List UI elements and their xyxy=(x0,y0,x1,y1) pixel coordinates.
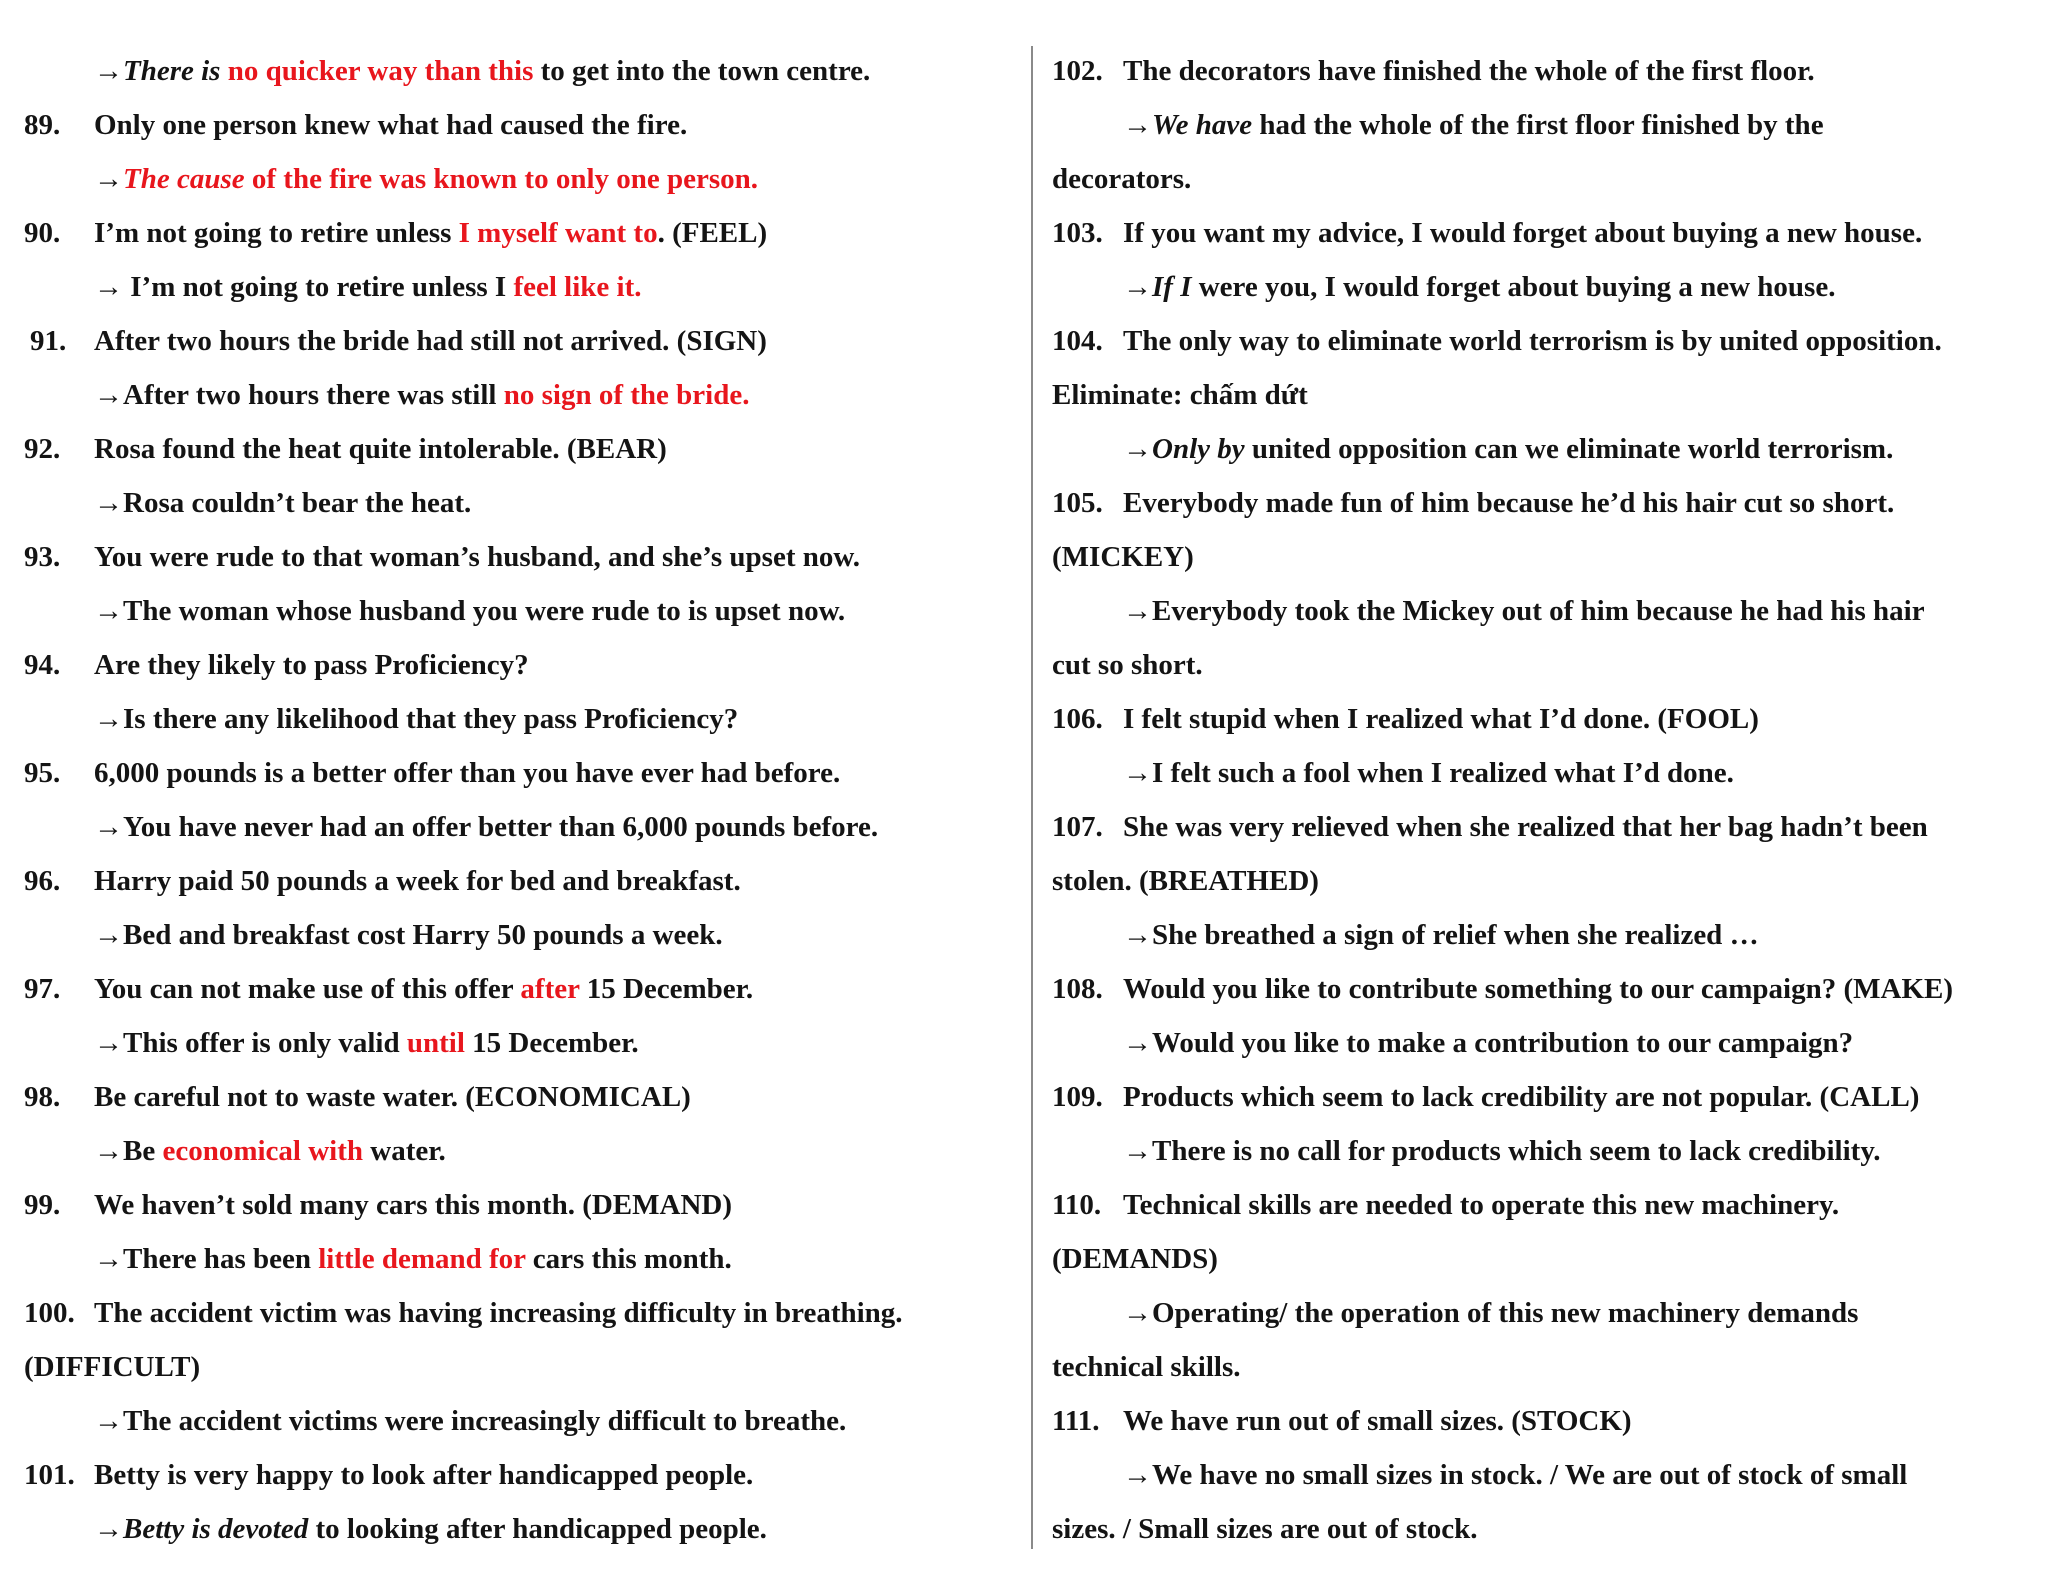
item-number: 90. xyxy=(24,217,61,249)
left-column xyxy=(24,44,1022,1556)
item-number: 101. xyxy=(24,1459,75,1491)
answer-105-cont: cut so short. xyxy=(1052,649,1203,681)
item-number: 102. xyxy=(1052,55,1103,87)
question-101: 101. Betty is very happy to look after handicapped people. xyxy=(24,1448,1022,1502)
answer-102: →We have had the whole of the first floor finished by the xyxy=(1123,109,1824,141)
item-number: 96. xyxy=(24,865,61,897)
question-110-cont: (DEMANDS) xyxy=(1052,1243,1218,1275)
answer-88: →There is no quicker way than this to get into the town centre. xyxy=(94,55,871,87)
answer-91: →After two hours there was still no sign of the bride. xyxy=(94,379,750,411)
answer-110-cont: technical skills. xyxy=(1052,1351,1241,1383)
item-number: 106. xyxy=(1052,703,1103,735)
item-number: 109. xyxy=(1052,1081,1103,1113)
question-102: 102. The decorators have finished the whole of the first floor. xyxy=(1052,44,2042,98)
answer-110: →Operating/ the operation of this new machinery demands xyxy=(1123,1297,1859,1329)
question-107-cont: stolen. (BREATHED) xyxy=(1052,865,1319,897)
answer-98: →Be economical with water. xyxy=(94,1135,446,1167)
question-109: 109. Products which seem to lack credibility are not popular. (CALL) xyxy=(1052,1070,2042,1124)
right-column xyxy=(1052,44,2042,1556)
item-number: 107. xyxy=(1052,811,1103,843)
answer-101: →Betty is devoted to looking after handicapped people. xyxy=(94,1513,767,1545)
answer-92: →Rosa couldn’t bear the heat. xyxy=(94,487,472,519)
answer-94: →Is there any likelihood that they pass Proficiency? xyxy=(94,703,739,735)
question-96: 96. Harry paid 50 pounds a week for bed and breakfast. xyxy=(24,854,1022,908)
item-number: 99. xyxy=(24,1189,61,1221)
item-number: 89. xyxy=(24,109,61,141)
answer-96: →Bed and breakfast cost Harry 50 pounds a week. xyxy=(94,919,723,951)
answer-99: →There has been little demand for cars this month. xyxy=(94,1243,732,1275)
question-100-cont: (DIFFICULT) xyxy=(24,1351,201,1383)
answer-102-cont: decorators. xyxy=(1052,163,1192,195)
answer-100: →The accident victims were increasingly difficult to breathe. xyxy=(94,1405,847,1437)
item-number: 103. xyxy=(1052,217,1103,249)
arrow: → xyxy=(94,55,123,87)
item-number: 100. xyxy=(24,1297,75,1329)
question-90: 90. I’m not going to retire unless I myself want to. (FEEL) xyxy=(24,206,1022,260)
item-number: 98. xyxy=(24,1081,61,1113)
question-105: 105. Everybody made fun of him because he’d his hair cut so short. xyxy=(1052,476,2042,530)
item-number: 110. xyxy=(1052,1189,1102,1221)
question-94: 94. Are they likely to pass Proficiency? xyxy=(24,638,1022,692)
answer-106: →I felt such a fool when I realized what I’d done. xyxy=(1123,757,1734,789)
answer-103: →If I were you, I would forget about buying a new house. xyxy=(1123,271,1836,303)
answer-93: →The woman whose husband you were rude to is upset now. xyxy=(94,595,846,627)
answer-104: →Only by united opposition can we eliminate world terrorism. xyxy=(1123,433,1894,465)
item-number: 104. xyxy=(1052,325,1103,357)
question-106: 106. I felt stupid when I realized what I’d done. (FOOL) xyxy=(1052,692,2042,746)
question-100: 100. The accident victim was having increasing difficulty in breathing. xyxy=(24,1286,1022,1340)
question-107: 107. She was very relieved when she realized that her bag hadn’t been xyxy=(1052,800,2042,854)
item-number: 95. xyxy=(24,757,61,789)
question-97: 97. You can not make use of this offer after 15 December. xyxy=(24,962,1022,1016)
answer-109: →There is no call for products which seem to lack credibility. xyxy=(1123,1135,1881,1167)
item-number: 97. xyxy=(24,973,61,1005)
item-number: 92. xyxy=(24,433,61,465)
item-number: 111. xyxy=(1052,1405,1100,1437)
answer-105: →Everybody took the Mickey out of him because he had his hair xyxy=(1123,595,1925,627)
question-95: 95. 6,000 pounds is a better offer than you have ever had before. xyxy=(24,746,1022,800)
item-number: 93. xyxy=(24,541,61,573)
question-111: 111. We have run out of small sizes. (STOCK) xyxy=(1052,1394,2042,1448)
answer-97: →This offer is only valid until 15 December. xyxy=(94,1027,639,1059)
question-99: 99. We haven’t sold many cars this month. (DEMAND) xyxy=(24,1178,1022,1232)
question-93: 93. You were rude to that woman’s husband, and she’s upset now. xyxy=(24,530,1022,584)
answer-89: →The cause of the fire was known to only one person. xyxy=(94,163,759,195)
item-number: 108. xyxy=(1052,973,1103,1005)
answer-108: →Would you like to make a contribution to our campaign? xyxy=(1123,1027,1854,1059)
question-91: 91. After two hours the bride had still not arrived. (SIGN) xyxy=(24,314,1022,368)
answer-90: → I’m not going to retire unless I feel like it. xyxy=(94,271,642,303)
answer-95: →You have never had an offer better than 6,000 pounds before. xyxy=(94,811,879,843)
question-98: 98. Be careful not to waste water. (ECONOMICAL) xyxy=(24,1070,1022,1124)
question-92: 92. Rosa found the heat quite intolerable. (BEAR) xyxy=(24,422,1022,476)
answer-111: →We have no small sizes in stock. / We are out of stock of small xyxy=(1123,1459,1908,1491)
item-number: 105. xyxy=(1052,487,1103,519)
question-105-cont: (MICKEY) xyxy=(1052,541,1194,573)
column-divider xyxy=(1031,46,1033,1549)
question-108: 108. Would you like to contribute something to our campaign? (MAKE) xyxy=(1052,962,2042,1016)
item-number: 91. xyxy=(30,325,67,357)
question-89: 89. Only one person knew what had caused the fire. xyxy=(24,98,1022,152)
item-number: 94. xyxy=(24,649,61,681)
question-104: 104. The only way to eliminate world terrorism is by united opposition. xyxy=(1052,314,2042,368)
question-104-cont: Eliminate: chấm dứt xyxy=(1052,379,1308,411)
question-110: 110. Technical skills are needed to operate this new machinery. xyxy=(1052,1178,2042,1232)
answer-111-cont: sizes. / Small sizes are out of stock. xyxy=(1052,1513,1478,1545)
answer-107: →She breathed a sign of relief when she realized … xyxy=(1123,919,1759,951)
question-103: 103. If you want my advice, I would forget about buying a new house. xyxy=(1052,206,2042,260)
